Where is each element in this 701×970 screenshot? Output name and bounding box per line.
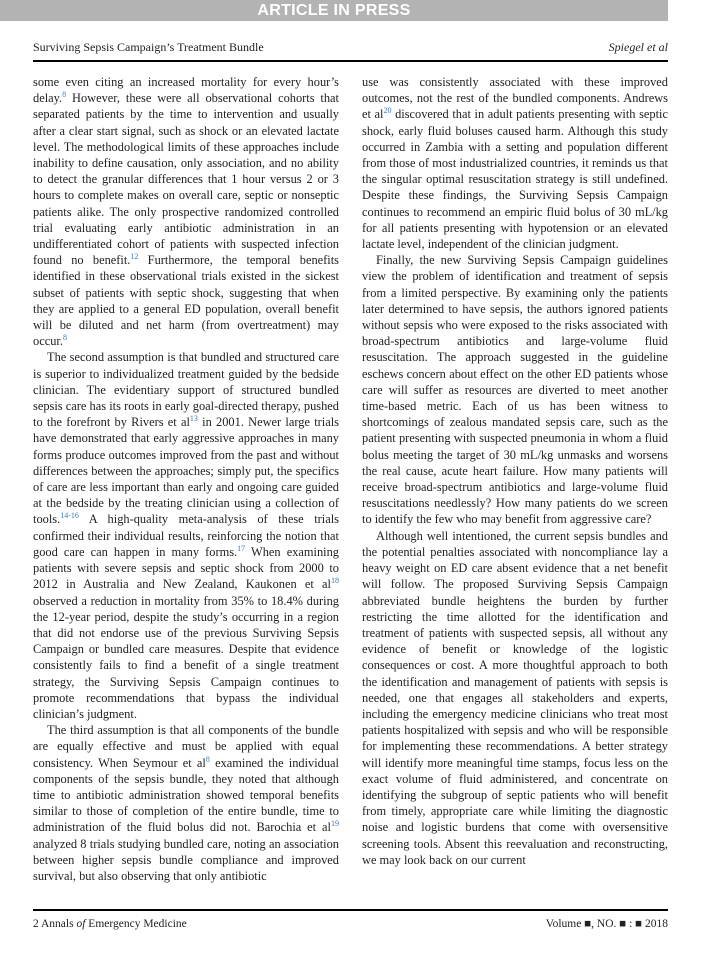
footer-rule xyxy=(33,909,668,911)
footer-journal xyxy=(33,917,187,931)
paragraph xyxy=(33,722,339,884)
text-run: Furthermore, the temporal benefits identified in these observational trials existed in the sickest subset of patients with septic shock, suggesting that when they are applied to a general ED population, overall benefit will be diluted and net harm (from overtreatment) may occur. xyxy=(33,253,339,349)
text-run: When examining patients with severe sepsis and septic shock from 2000 to 2012 in Australia and New Zealand, Kaukonen et al xyxy=(33,544,339,592)
text-run: analyzed 8 trials studying bundled care, noting an association between higher sepsis bundle compliance and improved survival, but also observing that only antibiotic xyxy=(33,836,339,883)
page-number: 2 xyxy=(33,918,39,930)
reference-link[interactable]: 18 xyxy=(331,576,339,586)
paragraph xyxy=(362,74,668,252)
reference-link[interactable]: 14-16 xyxy=(60,511,79,521)
header-rule xyxy=(33,60,668,62)
text-run: discovered that in adult patients presenting with septic shock, early fluid boluses caused harm. Although this study occurred in Zambia with a setting and population different from those of most industrialized countries, it reminds us that the singular optimal resuscitation strategy is still undefined. Despite these findings, the Surviving Sepsis Campaign continues to recommend an empiric fluid bolus of 30 mL/kg for all patients presenting with hypotension or an elevated lactate level, independent of the clinician judgment. xyxy=(362,107,668,252)
paragraph xyxy=(33,74,339,349)
text-run: observed a reduction in mortality from 35% to 18.4% during the 12-year period, despite the study’s occurring in a region that did not endorse use of the previous Surviving Sepsis Campaign or bundled care measures. Despite that evidence consistently fails to find a benefit of a single treatment strategy, the Surviving Sepsis Campaign continues to promote recommendations that bypass the individual clinician’s judgment. xyxy=(33,593,339,721)
text-run: A high-quality meta-analysis of these trials confirmed their individual results, reinforcing the notion that good care can happen in many forms. xyxy=(33,512,339,559)
article-in-press-banner: ARTICLE IN PRESS xyxy=(0,0,668,21)
reference-link[interactable]: 19 xyxy=(331,819,339,829)
text-run: examined the individual components of the sepsis bundle, they noted that although time to antibiotic administration showed temporal benefits similar to those of completion of the entire bundle, time to administration of the fluid bolus did not. Barochia et al xyxy=(33,755,340,835)
text-run: some even citing an increased mortality for every hour’s delay. xyxy=(33,75,339,106)
paragraph xyxy=(33,349,339,722)
text-run: in 2001. Newer large trials have demonstrated that early aggressive approaches in many forms produce outcomes improved from the past and without differences between the approaches; simply put, the specifics of care are less important than early and ongoing care guided at the bedside by the treating clinician using a collection of tools. xyxy=(33,415,339,527)
paragraph: Although well intentioned, the current sepsis bundles and the potential penalties associated with noncompliance lay a heavy weight on ED care absent evidence that a net benefit will follow. The proposed Surviving Sepsis Campaign abbreviated bundle heightens the burden by further restricting the time allotted for the identification and treatment of patients with suspected sepsis, all without any evidence of benefit or knowledge of the logistic consequences or cost. A more thoughtful approach to both the identification and management of patients with sepsis is needed, one that engages all stakeholders and experts, including the emergency medicine clinicians who treat most patients hospitalized with sepsis and who will be responsible for implementing these recommendations. A better strategy will identify more meaningful time stamps, focus less on the exact volume of fluid administered, and concentrate on identifying the subgroup of septic patients who will benefit from timely, appropriate care while limiting the diagnostic noise and logistic burdens that come with oversensitive screening tools. Absent this reevaluation and reconstructing, we may look back on our current xyxy=(362,528,668,867)
text-run: use was consistently associated with these improved outcomes, not the rest of the bundled components. Andrews et al xyxy=(362,75,668,122)
reference-link[interactable]: 8 xyxy=(62,90,67,100)
journal-name-rest: Emergency Medicine xyxy=(88,918,187,930)
journal-name: Annals xyxy=(41,918,74,930)
text-run: However, these were all observational cohorts that separated patients by the time to intervention and usually after a clear start signal, such as shock or an elevated lactate level. The methodological limits of these approaches include inability to define causation, only association, and no ability to detect the granular differences that 1 hour versus 2 or 3 hours to complete makes on overall care, septic or nonseptic patients alike. The only prospective randomized controlled trial evaluating early antibiotic administration in an undifferentiated cohort of patients with suspected infection found no benefit. xyxy=(33,91,339,268)
reference-link[interactable]: 20 xyxy=(383,106,392,116)
left-column xyxy=(33,74,339,884)
right-column xyxy=(362,74,668,868)
reference-link[interactable]: 8 xyxy=(205,754,210,764)
volume-info: Volume ■, NO. ■ : ■ 2018 xyxy=(545,918,668,930)
reference-link[interactable]: 13 xyxy=(189,414,198,424)
paragraph: Finally, the new Surviving Sepsis Campaign guidelines view the problem of identification and treatment of sepsis from a limited perspective. By examining only the patients later determined to have sepsis, the authors ignored patients without sepsis who were exposed to the risks associated with broad-spectrum antibiotics and large-volume fluid resuscitation. The approach suggested in the guideline eschews concern about effect on the other ED patients whose care will suffer as resources are diverted to meet another time-based metric. Each of us has been witness to shortcomings of zealous mandated sepsis care, such as the patient presenting with suspected pneumonia in whom a fluid bolus meeting the target of 30 mL/kg unmasks and worsens the real cause, acute heart failure. How many patients will receive broad-spectrum antibiotics and large-volume fluid resuscitations needlessly? How many patients do we screen to identify the few who may benefit from aggressive care? xyxy=(362,253,668,527)
running-title: Surviving Sepsis Campaign’s Treatment Bundle xyxy=(33,40,264,54)
running-authors: Spiegel et al xyxy=(608,40,668,54)
text-run: The second assumption is that bundled and structured care is superior to individualized treatment guided by the bedside clinician. The evidentiary support of structured bundled sepsis care has its roots in early goal-directed therapy, pushed to the forefront by Rivers et al xyxy=(33,350,339,430)
reference-link[interactable]: 17 xyxy=(237,543,246,553)
text-run: The third assumption is that all components of the bundle are equally effective and must be applied with equal consistency. When Seymour et al xyxy=(33,723,339,770)
reference-link[interactable]: 8 xyxy=(62,333,67,343)
reference-link[interactable]: 12 xyxy=(130,252,139,262)
journal-name-of: of xyxy=(76,918,86,930)
